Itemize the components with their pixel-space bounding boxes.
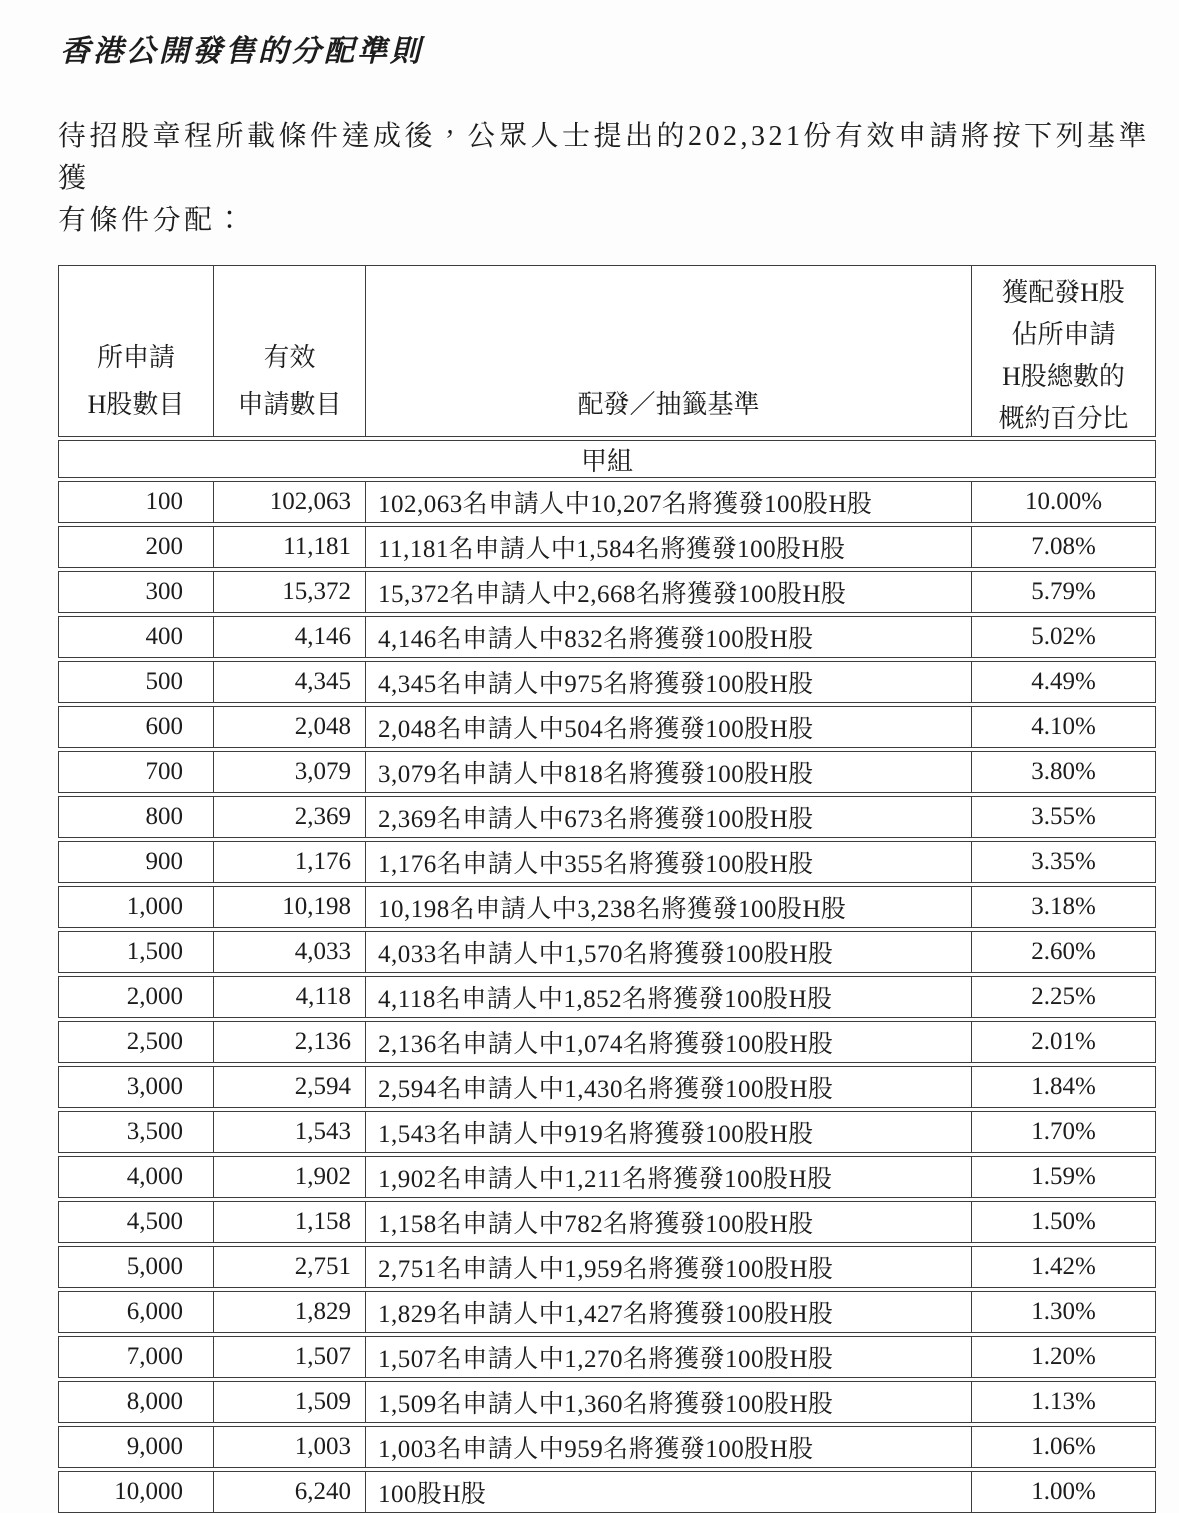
header-valid-applications-line1: 有效	[263, 343, 316, 372]
applied-shares-cell: 700	[59, 752, 214, 792]
allocation-basis-cell: 11,181名申請人中1,584名將獲發100股H股	[366, 527, 972, 567]
applied-shares-cell: 2,500	[59, 1022, 214, 1062]
table-row	[58, 481, 1156, 523]
group-a-label: 甲組	[580, 446, 633, 476]
valid-applications-cell: 2,369	[214, 797, 366, 837]
valid-applications-cell: 102,063	[214, 482, 366, 522]
percentage-cell: 1.20%	[1031, 1343, 1096, 1370]
valid-applications-cell: 4,146	[214, 617, 366, 657]
allocation-basis-cell: 2,369名申請人中673名將獲發100股H股	[366, 797, 972, 837]
allocation-basis-cell: 4,146名申請人中832名將獲發100股H股	[366, 617, 972, 657]
header-percentage-line2: 佔所申請	[1011, 320, 1116, 349]
percentage-cell: 3.35%	[1031, 848, 1096, 875]
header-applied-shares-line2: H股數目	[87, 390, 185, 419]
group-a-row	[58, 440, 1156, 478]
allocation-basis-cell: 4,345名申請人中975名將獲發100股H股	[366, 662, 972, 702]
applied-shares-cell: 400	[59, 617, 214, 657]
allocation-basis-cell: 4,033名申請人中1,570名將獲發100股H股	[366, 932, 972, 972]
percentage-cell: 1.30%	[1031, 1298, 1096, 1325]
percentage-cell: 4.10%	[1031, 713, 1096, 740]
valid-applications-cell: 4,345	[214, 662, 366, 702]
table-row	[58, 751, 1156, 793]
percentage-cell: 2.01%	[1031, 1028, 1096, 1055]
percentage-cell: 5.02%	[1031, 623, 1096, 650]
percentage-cell: 3.80%	[1031, 758, 1096, 785]
valid-applications-cell: 1,507	[214, 1337, 366, 1377]
table-row	[58, 526, 1156, 568]
valid-applications-cell: 2,751	[214, 1247, 366, 1287]
header-allocation-basis	[366, 266, 972, 436]
allocation-basis-cell: 1,158名申請人中782名將獲發100股H股	[366, 1202, 972, 1242]
applied-shares-cell: 300	[59, 572, 214, 612]
valid-applications-cell: 1,543	[214, 1112, 366, 1152]
applied-shares-cell: 100	[59, 482, 214, 522]
applied-shares-cell: 600	[59, 707, 214, 747]
valid-applications-cell: 1,003	[214, 1427, 366, 1467]
applied-shares-cell: 5,000	[59, 1247, 214, 1287]
valid-applications-cell: 6,240	[214, 1472, 366, 1512]
valid-applications-cell: 4,118	[214, 977, 366, 1017]
applied-shares-cell: 3,000	[59, 1067, 214, 1107]
header-valid-applications	[214, 266, 366, 436]
percentage-cell: 4.49%	[1031, 668, 1096, 695]
valid-applications-cell: 1,902	[214, 1157, 366, 1197]
allocation-basis-cell: 1,509名申請人中1,360名將獲發100股H股	[366, 1382, 972, 1422]
header-percentage-line4: 概約百分比	[998, 404, 1129, 433]
allocation-basis-cell: 1,829名申請人中1,427名將獲發100股H股	[366, 1292, 972, 1332]
applied-shares-cell: 2,000	[59, 977, 214, 1017]
percentage-cell: 1.70%	[1031, 1118, 1096, 1145]
table-row	[58, 796, 1156, 838]
applied-shares-cell: 900	[59, 842, 214, 882]
allocation-basis-cell: 102,063名申請人中10,207名將獲發100股H股	[366, 482, 972, 522]
intro-line-1: 待招股章程所載條件達成後，公眾人士提出的202,321份有效申請將按下列基準獲	[58, 121, 1151, 194]
valid-applications-cell: 10,198	[214, 887, 366, 927]
percentage-cell: 1.06%	[1031, 1433, 1096, 1460]
percentage-cell: 7.08%	[1031, 533, 1096, 560]
allocation-basis-cell: 10,198名申請人中3,238名將獲發100股H股	[366, 887, 972, 927]
percentage-cell: 3.55%	[1031, 803, 1096, 830]
table-row	[58, 1066, 1156, 1108]
percentage-cell: 2.25%	[1031, 983, 1096, 1010]
table-row	[58, 571, 1156, 613]
header-applied-shares-line1: 所申請	[96, 343, 175, 372]
applied-shares-cell: 7,000	[59, 1337, 214, 1377]
table-row	[58, 1201, 1156, 1243]
percentage-cell: 1.50%	[1031, 1208, 1096, 1235]
header-allocation-basis-label: 配發／抽籤基準	[577, 390, 760, 419]
percentage-cell: 1.42%	[1031, 1253, 1096, 1280]
valid-applications-cell: 11,181	[214, 527, 366, 567]
percentage-cell: 5.79%	[1031, 578, 1096, 605]
applied-shares-cell: 1,500	[59, 932, 214, 972]
percentage-cell: 10.00%	[1024, 488, 1103, 515]
valid-applications-cell: 1,158	[214, 1202, 366, 1242]
table-row	[58, 1246, 1156, 1288]
applied-shares-cell: 500	[59, 662, 214, 702]
intro-line-2: 有條件分配：	[58, 205, 248, 236]
percentage-cell: 1.59%	[1031, 1163, 1096, 1190]
header-valid-applications-line2: 申請數目	[237, 390, 342, 419]
table-header-row	[58, 265, 1156, 437]
valid-applications-cell: 1,829	[214, 1292, 366, 1332]
valid-applications-cell: 15,372	[214, 572, 366, 612]
percentage-cell: 1.13%	[1031, 1388, 1096, 1415]
applied-shares-cell: 3,500	[59, 1112, 214, 1152]
percentage-cell: 1.84%	[1031, 1073, 1096, 1100]
table-row	[58, 1291, 1156, 1333]
percentage-cell: 3.18%	[1031, 893, 1096, 920]
table-row	[58, 1381, 1156, 1423]
percentage-cell: 2.60%	[1031, 938, 1096, 965]
table-row	[58, 886, 1156, 928]
applied-shares-cell: 9,000	[59, 1427, 214, 1467]
table-row	[58, 976, 1156, 1018]
allocation-basis-cell: 2,594名申請人中1,430名將獲發100股H股	[366, 1067, 972, 1107]
table-row	[58, 1426, 1156, 1468]
valid-applications-cell: 2,594	[214, 1067, 366, 1107]
header-percentage	[972, 266, 1155, 436]
applied-shares-cell: 10,000	[59, 1472, 214, 1512]
allocation-basis-cell: 100股H股	[366, 1472, 972, 1512]
table-row	[58, 661, 1156, 703]
allocation-basis-cell: 1,902名申請人中1,211名將獲發100股H股	[366, 1157, 972, 1197]
table-row	[58, 931, 1156, 973]
table-body	[58, 481, 1156, 1513]
table-row	[58, 1021, 1156, 1063]
allocation-basis-cell: 3,079名申請人中818名將獲發100股H股	[366, 752, 972, 792]
table-row	[58, 616, 1156, 658]
table-row	[58, 1471, 1156, 1513]
table-row	[58, 1336, 1156, 1378]
valid-applications-cell: 2,136	[214, 1022, 366, 1062]
header-percentage-line3: H股總數的	[1002, 362, 1125, 391]
applied-shares-cell: 4,000	[59, 1157, 214, 1197]
allocation-basis-cell: 2,751名申請人中1,959名將獲發100股H股	[366, 1247, 972, 1287]
applied-shares-cell: 1,000	[59, 887, 214, 927]
valid-applications-cell: 2,048	[214, 707, 366, 747]
applied-shares-cell: 6,000	[59, 1292, 214, 1332]
table-row	[58, 841, 1156, 883]
allocation-table	[58, 265, 1156, 1513]
percentage-cell: 1.00%	[1031, 1478, 1096, 1505]
allocation-basis-cell: 1,543名申請人中919名將獲發100股H股	[366, 1112, 972, 1152]
table-row	[58, 1156, 1156, 1198]
header-applied-shares	[59, 266, 214, 436]
allocation-basis-cell: 2,048名申請人中504名將獲發100股H股	[366, 707, 972, 747]
allocation-basis-cell: 1,003名申請人中959名將獲發100股H股	[366, 1427, 972, 1467]
valid-applications-cell: 3,079	[214, 752, 366, 792]
valid-applications-cell: 1,509	[214, 1382, 366, 1422]
page-title: 香港公開發售的分配準則	[60, 35, 423, 68]
applied-shares-cell: 800	[59, 797, 214, 837]
allocation-basis-cell: 1,176名申請人中355名將獲發100股H股	[366, 842, 972, 882]
applied-shares-cell: 4,500	[59, 1202, 214, 1242]
header-percentage-line1: 獲配發H股	[1002, 278, 1125, 307]
applied-shares-cell: 8,000	[59, 1382, 214, 1422]
applied-shares-cell: 200	[59, 527, 214, 567]
allocation-basis-cell: 2,136名申請人中1,074名將獲發100股H股	[366, 1022, 972, 1062]
allocation-basis-cell: 4,118名申請人中1,852名將獲發100股H股	[366, 977, 972, 1017]
table-row	[58, 1111, 1156, 1153]
valid-applications-cell: 4,033	[214, 932, 366, 972]
allocation-basis-cell: 1,507名申請人中1,270名將獲發100股H股	[366, 1337, 972, 1377]
allocation-basis-cell: 15,372名申請人中2,668名將獲發100股H股	[366, 572, 972, 612]
intro-paragraph	[58, 116, 1157, 242]
table-row	[58, 706, 1156, 748]
valid-applications-cell: 1,176	[214, 842, 366, 882]
